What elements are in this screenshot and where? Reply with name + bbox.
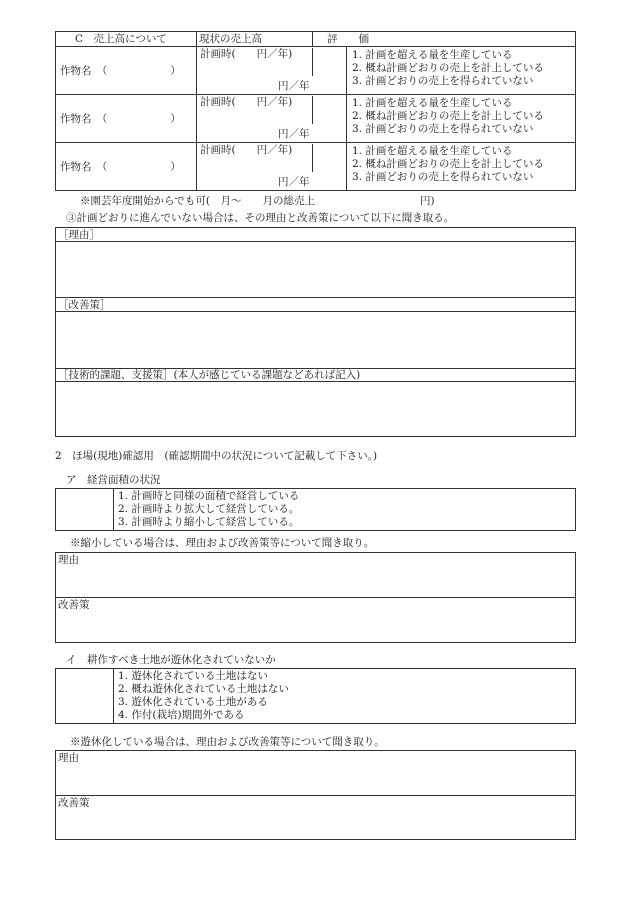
crop-name-field[interactable]: 作物名 （ ） — [60, 113, 181, 125]
idle-land-title: イ 耕作すべき土地が遊休化されていないか — [66, 654, 276, 666]
evaluation-option[interactable]: 1. 計画を超える量を生産している — [352, 145, 513, 157]
sales-note: ※園芸年度開始からでも可( 月～ 月の総売上 円) — [80, 195, 435, 207]
divider — [55, 94, 576, 95]
divider — [346, 46, 347, 191]
area-option[interactable]: 3. 計画時より縮小して経営している。 — [118, 516, 300, 528]
idle-option[interactable]: 1. 遊休化されている土地はない — [118, 670, 268, 682]
divider — [55, 297, 576, 298]
evaluation-option[interactable]: 2. 概ね計画どおりの売上を計上している — [352, 158, 544, 170]
evaluation-option[interactable]: 2. 概ね計画どおりの売上を計上している — [352, 62, 544, 74]
area-reason-field[interactable] — [56, 567, 575, 597]
improvement-label: ［改善策］ — [58, 299, 111, 311]
idle-note: ※遊休化している場合は、理由および改善策等について聞き取り。 — [70, 736, 385, 748]
idle-options — [118, 670, 289, 722]
divider — [312, 96, 313, 124]
evaluation-options — [352, 97, 544, 136]
divider — [113, 668, 114, 724]
idle-option[interactable]: 4. 作付(栽培)期間外である — [118, 709, 245, 721]
divider — [312, 31, 313, 46]
plan-sales-field[interactable]: 計画時( 円／年) — [200, 144, 293, 156]
improvement-field[interactable] — [56, 312, 575, 367]
idle-option[interactable]: 3. 遊休化されている土地がある — [118, 696, 268, 708]
divider — [55, 597, 576, 598]
divider — [312, 48, 313, 76]
crop-name-field[interactable]: 作物名 （ ） — [60, 161, 181, 173]
area-reason-label: 理由 — [58, 554, 79, 566]
divider — [113, 488, 114, 531]
evaluation-option[interactable]: 3. 計画どおりの売上を得られていない — [352, 75, 534, 87]
area-improvement-field[interactable] — [56, 612, 575, 642]
plan-sales-field[interactable]: 計画時( 円／年) — [200, 48, 293, 60]
sales-instruction: ③計画どおりに進んでいない場合は、その理由と改善策について以下に聞き取る。 — [66, 212, 455, 224]
crop-name-field[interactable]: 作物名 （ ） — [60, 65, 181, 77]
evaluation-option[interactable]: 3. 計画どおりの売上を得られていない — [352, 171, 534, 183]
unit-label: 円／年 — [278, 176, 310, 188]
divider — [312, 144, 313, 172]
header-current-sales: 現状の売上高 — [199, 33, 262, 45]
area-improvement-label: 改善策 — [58, 599, 90, 611]
area-option[interactable]: 2. 計画時より拡大して経営している。 — [118, 503, 300, 515]
reason-label: ［理由］ — [58, 229, 100, 241]
technical-issues-field[interactable] — [56, 382, 575, 436]
idle-improvement-field[interactable] — [56, 810, 575, 839]
unit-label: 円／年 — [278, 128, 310, 140]
unit-label: 円／年 — [278, 80, 310, 92]
evaluation-option[interactable]: 2. 概ね計画どおりの売上を計上している — [352, 110, 544, 122]
header-crop: C 売上高について — [75, 33, 167, 45]
reason-field[interactable] — [56, 242, 575, 296]
area-options — [118, 490, 299, 529]
idle-improvement-label: 改善策 — [58, 797, 90, 809]
idle-option[interactable]: 2. 概ね遊休化されている土地はない — [118, 683, 289, 695]
divider — [55, 795, 576, 796]
idle-reason-label: 理由 — [58, 752, 79, 764]
header-evaluation: 評 価 — [327, 33, 369, 45]
divider — [55, 142, 576, 143]
evaluation-option[interactable]: 3. 計画どおりの売上を得られていない — [352, 123, 534, 135]
evaluation-option[interactable]: 1. 計画を超える量を生産している — [352, 97, 513, 109]
divider — [196, 31, 197, 191]
technical-issues-label: ［技術的課題、支援策］(本人が感じている課題などあれば記入) — [58, 369, 361, 381]
area-note: ※縮小している場合は、理由および改善策等について聞き取り。 — [70, 537, 375, 549]
evaluation-options — [352, 145, 544, 184]
plan-sales-field[interactable]: 計画時( 円／年) — [200, 96, 293, 108]
evaluation-options — [352, 49, 544, 88]
idle-reason-field[interactable] — [56, 765, 575, 795]
divider — [55, 46, 576, 47]
area-option[interactable]: 1. 計画時と同様の面積で経営している — [118, 490, 300, 502]
field-check-title: 2 ほ場(現地)確認用 (確認期間中の状況について記載して下さい。) — [55, 450, 378, 462]
area-status-title: ア 経営面積の状況 — [66, 474, 161, 486]
evaluation-option[interactable]: 1. 計画を超える量を生産している — [352, 49, 513, 61]
